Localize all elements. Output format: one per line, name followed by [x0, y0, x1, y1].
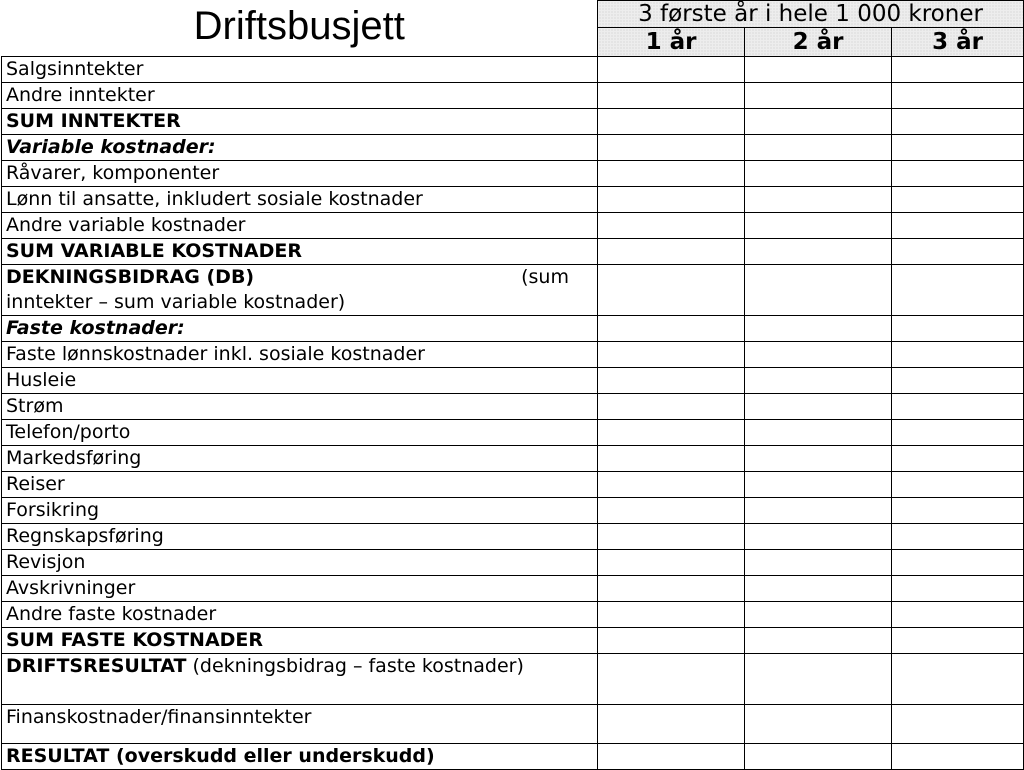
value-cell-year-1[interactable] [598, 316, 745, 342]
value-cell-year-3[interactable] [892, 744, 1024, 770]
value-cell-year-3[interactable] [892, 161, 1024, 187]
value-cell-year-3[interactable] [892, 316, 1024, 342]
table-row [2, 498, 1024, 524]
value-cell-year-3[interactable] [892, 420, 1024, 446]
value-cell-year-1[interactable] [598, 705, 745, 744]
value-cell-year-3[interactable] [892, 446, 1024, 472]
row-label-main: DEKNINGSBIDRAG (DB) [6, 266, 255, 288]
period-header: 3 første år i hele 1 000 kroner [598, 1, 1024, 28]
table-row [2, 57, 1024, 83]
value-cell-year-2[interactable] [745, 57, 892, 83]
row-label: Råvarer, komponenter [2, 161, 598, 187]
table-row [2, 420, 1024, 446]
value-cell-year-2[interactable] [745, 576, 892, 602]
value-cell-year-2[interactable] [745, 161, 892, 187]
value-cell-year-2[interactable] [745, 394, 892, 420]
value-cell-year-1[interactable] [598, 394, 745, 420]
value-cell-year-3[interactable] [892, 213, 1024, 239]
value-cell-year-2[interactable] [745, 239, 892, 265]
year-1-header: 1 år [598, 28, 745, 57]
row-label: Avskrivninger [2, 576, 598, 602]
value-cell-year-1[interactable] [598, 135, 745, 161]
row-label: SUM FASTE KOSTNADER [2, 628, 598, 654]
value-cell-year-1[interactable] [598, 83, 745, 109]
year-2-header: 2 år [745, 28, 892, 57]
value-cell-year-1[interactable] [598, 498, 745, 524]
value-cell-year-3[interactable] [892, 550, 1024, 576]
row-label [2, 654, 598, 705]
value-cell-year-3[interactable] [892, 368, 1024, 394]
value-cell-year-1[interactable] [598, 446, 745, 472]
value-cell-year-1[interactable] [598, 550, 745, 576]
table-row [2, 187, 1024, 213]
value-cell-year-2[interactable] [745, 524, 892, 550]
value-cell-year-2[interactable] [745, 602, 892, 628]
row-label: SUM VARIABLE KOSTNADER [2, 239, 598, 265]
row-label: Salgsinntekter [2, 57, 598, 83]
value-cell-year-2[interactable] [745, 420, 892, 446]
row-label-note: (sum [521, 266, 569, 288]
value-cell-year-2[interactable] [745, 705, 892, 744]
table-row [2, 654, 1024, 705]
table-row [2, 342, 1024, 368]
row-label: Andre faste kostnader [2, 602, 598, 628]
value-cell-year-3[interactable] [892, 498, 1024, 524]
value-cell-year-3[interactable] [892, 239, 1024, 265]
value-cell-year-3[interactable] [892, 628, 1024, 654]
value-cell-year-2[interactable] [745, 368, 892, 394]
value-cell-year-1[interactable] [598, 420, 745, 446]
row-label-note-cont: inntekter – sum variable kostnader) [6, 291, 346, 313]
table-row [2, 628, 1024, 654]
value-cell-year-3[interactable] [892, 472, 1024, 498]
value-cell-year-3[interactable] [892, 576, 1024, 602]
table-row [2, 744, 1024, 770]
value-cell-year-2[interactable] [745, 265, 892, 316]
value-cell-year-1[interactable] [598, 239, 745, 265]
table-row [2, 602, 1024, 628]
row-label: Andre inntekter [2, 83, 598, 109]
table-row [2, 368, 1024, 394]
value-cell-year-3[interactable] [892, 524, 1024, 550]
table-row [2, 316, 1024, 342]
value-cell-year-1[interactable] [598, 654, 745, 705]
section-label: Faste kostnader: [2, 316, 598, 342]
value-cell-year-2[interactable] [745, 342, 892, 368]
year-3-header: 3 år [892, 28, 1024, 57]
value-cell-year-1[interactable] [598, 57, 745, 83]
row-label [2, 265, 598, 316]
value-cell-year-1[interactable] [598, 744, 745, 770]
value-cell-year-1[interactable] [598, 472, 745, 498]
value-cell-year-1[interactable] [598, 109, 745, 135]
row-label: Finanskostnader/finansinntekter [2, 705, 598, 744]
value-cell-year-3[interactable] [892, 265, 1024, 316]
value-cell-year-1[interactable] [598, 342, 745, 368]
value-cell-year-2[interactable] [745, 135, 892, 161]
value-cell-year-3[interactable] [892, 83, 1024, 109]
value-cell-year-2[interactable] [745, 187, 892, 213]
row-label: Andre variable kostnader [2, 213, 598, 239]
value-cell-year-3[interactable] [892, 187, 1024, 213]
value-cell-year-3[interactable] [892, 654, 1024, 705]
table-row [2, 550, 1024, 576]
row-label: Markedsføring [2, 446, 598, 472]
value-cell-year-1[interactable] [598, 265, 745, 316]
value-cell-year-2[interactable] [745, 628, 892, 654]
value-cell-year-1[interactable] [598, 368, 745, 394]
value-cell-year-1[interactable] [598, 628, 745, 654]
value-cell-year-1[interactable] [598, 524, 745, 550]
table-row [2, 161, 1024, 187]
value-cell-year-1[interactable] [598, 161, 745, 187]
value-cell-year-2[interactable] [745, 83, 892, 109]
row-label: Faste lønnskostnader inkl. sosiale kostnader [2, 342, 598, 368]
table-row [2, 135, 1024, 161]
table-row [2, 239, 1024, 265]
row-label: Regnskapsføring [2, 524, 598, 550]
value-cell-year-2[interactable] [745, 498, 892, 524]
value-cell-year-2[interactable] [745, 446, 892, 472]
value-cell-year-1[interactable] [598, 576, 745, 602]
value-cell-year-2[interactable] [745, 550, 892, 576]
value-cell-year-3[interactable] [892, 342, 1024, 368]
value-cell-year-2[interactable] [745, 472, 892, 498]
row-label: Forsikring [2, 498, 598, 524]
value-cell-year-1[interactable] [598, 187, 745, 213]
table-row [2, 394, 1024, 420]
row-label: RESULTAT (overskudd eller underskudd) [2, 744, 598, 770]
row-label: Telefon/porto [2, 420, 598, 446]
row-label: Reiser [2, 472, 598, 498]
value-cell-year-3[interactable] [892, 135, 1024, 161]
value-cell-year-3[interactable] [892, 602, 1024, 628]
table-row [2, 524, 1024, 550]
row-label: SUM INNTEKTER [2, 109, 598, 135]
value-cell-year-2[interactable] [745, 213, 892, 239]
value-cell-year-3[interactable] [892, 705, 1024, 744]
table-row [2, 265, 1024, 316]
value-cell-year-3[interactable] [892, 394, 1024, 420]
value-cell-year-2[interactable] [745, 316, 892, 342]
operating-budget-table [1, 0, 1024, 770]
row-label: Lønn til ansatte, inkludert sosiale kostnader [2, 187, 598, 213]
value-cell-year-2[interactable] [745, 744, 892, 770]
row-label-main: DRIFTSRESULTAT [6, 655, 187, 677]
value-cell-year-1[interactable] [598, 213, 745, 239]
value-cell-year-3[interactable] [892, 109, 1024, 135]
table-row [2, 472, 1024, 498]
table-row [2, 576, 1024, 602]
row-label: Revisjon [2, 550, 598, 576]
row-label: Strøm [2, 394, 598, 420]
page-title: Driftsbusjett [2, 1, 598, 57]
value-cell-year-2[interactable] [745, 654, 892, 705]
row-label-note: (dekningsbidrag – faste kostnader) [192, 655, 524, 677]
table-row [2, 83, 1024, 109]
table-row [2, 705, 1024, 744]
table-row [2, 213, 1024, 239]
table-row [2, 109, 1024, 135]
row-label: Husleie [2, 368, 598, 394]
value-cell-year-3[interactable] [892, 57, 1024, 83]
value-cell-year-1[interactable] [598, 602, 745, 628]
value-cell-year-2[interactable] [745, 109, 892, 135]
table-row [2, 446, 1024, 472]
section-label: Variable kostnader: [2, 135, 598, 161]
